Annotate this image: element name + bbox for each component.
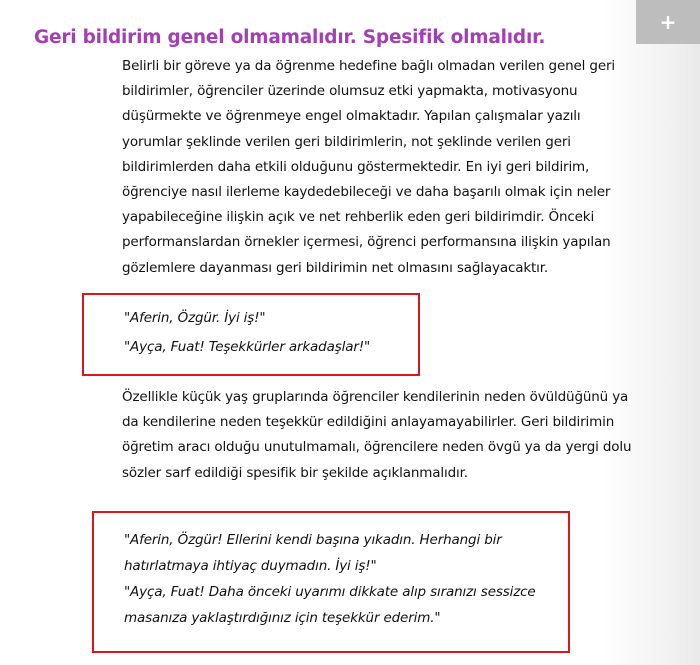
body-paragraph-2: Özellikle küçük yaş gruplarında öğrenciler kendilerinin neden övüldüğünü ya da kendilerine neden teşekkür edildiğini anlayamayabilirler. Geri bildirimin öğretim aracı olduğu unutulmamalı, öğrencilere neden övgü ya da yergi dolu sözler sarf edildiği spesifik bir şekilde açıklanmalıdır.	[122, 389, 632, 481]
general-example-2: "Ayça, Fuat! Teşekkürler arkadaşlar!"	[124, 339, 371, 355]
expand-button[interactable]	[636, 0, 700, 44]
general-examples-box	[82, 293, 420, 376]
general-example-1: "Aferin, Özgür. İyi iş!"	[124, 310, 266, 326]
plus-icon: +	[659, 10, 677, 34]
body-paragraph-1: Belirli bir göreve ya da öğrenme hedefine bağlı olmadan verilen genel geri bildirimler, öğrenciler üzerinde olumsuz etki yapmakta, motivasyonu düşürmekte ve öğrenmeye engel olmaktadır. Yapılan çalışmalar yazılı yorumlar şeklinde verilen geri bildirimlerin, not şeklinde verilen geri bildirimlerden daha etkili olduğunu göstermektedir. En iyi geri bildirim, öğrenciye nasıl ilerleme kaydedebileceği ve daha başarılı olmak için neler yapabileceğine ilişkin açık ve net rehberlik eden geri bildirimdir. Önceki performanslardan örnekler içermesi, öğrenci performansına ilişkin yapılan gözlemlere dayanması geri bildirimin net olmasını sağlayacaktır.	[122, 58, 616, 276]
specific-example-1: "Aferin, Özgür! Ellerini kendi başına yıkadın. Herhangi bir hatırlatmaya ihtiyaç duymadın. İyi iş!"	[124, 532, 502, 574]
section-heading: Geri bildirim genel olmamalıdır. Spesifik olmalıdır.	[34, 27, 546, 48]
specific-example-2: "Ayça, Fuat! Daha önceki uyarımı dikkate alıp sıranızı sessizce masanıza yaklaştırdığınız için teşekkür ederim."	[124, 584, 536, 626]
